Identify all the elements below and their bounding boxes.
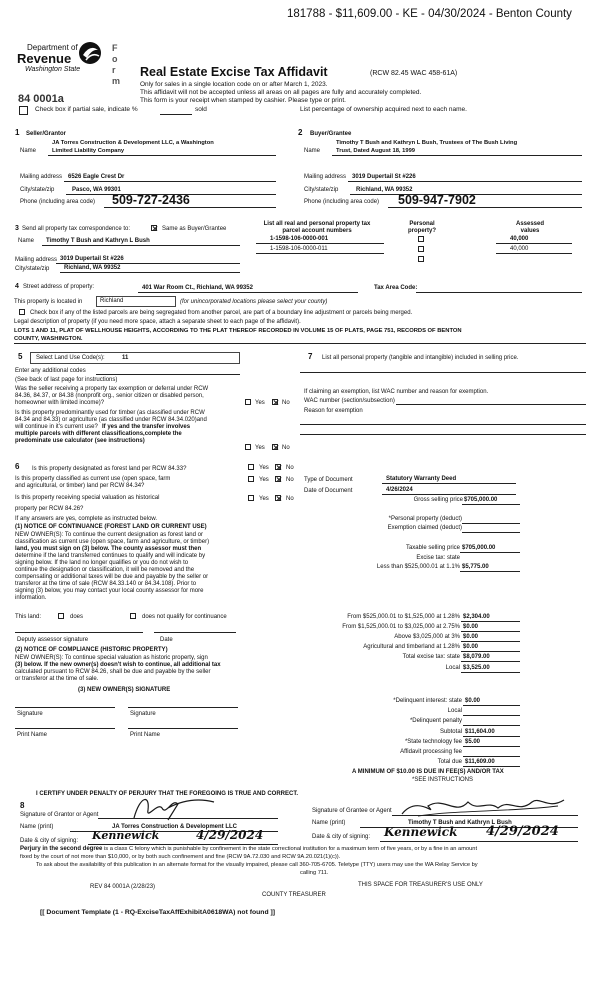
compliance-line: (3) below. If the new owner(s) doesn't wish to continue, all additional tax: [15, 662, 221, 668]
s3-mail: 3019 Dupertail St #226: [60, 256, 124, 262]
tech-fee-label: *State technology fee: [404, 739, 462, 745]
owner-sig-line-2: [128, 707, 238, 708]
deputy-date-line: [154, 632, 236, 633]
buyer-mail-line: [348, 181, 582, 182]
grantor-sig-label: Signature of Grantor or Agent: [20, 812, 99, 818]
alt-format-line-1: To ask about the availability of this publication in an alternate format for the visually impaired, please call 360-705-6705. Teletype (TTY) users may use the WA Relay Service by: [36, 862, 478, 868]
total-due-line: [463, 766, 520, 767]
forest-question: Is this property designated as forest land per RCW 84.33?: [32, 466, 187, 472]
subtotal-line: [463, 736, 520, 737]
tier2-value: $2,304.00: [463, 614, 490, 620]
legal-line-2: COUNTY, WASHINGTON.: [14, 336, 83, 342]
grantee-city-hand: Kennewick: [384, 825, 458, 839]
compliance-line: NEW OWNER(S): To continue special valuation as historic property, sign: [15, 655, 208, 661]
additional-codes-label: Enter any additional codes: [15, 368, 86, 374]
grantee-name: Timothy T Bush and Kathryn L Bush: [408, 820, 512, 826]
seller-mail: 6526 Eagle Crest Dr: [68, 174, 125, 180]
q2-bold-2: multiple parcels with different classifications,complete the: [15, 431, 182, 437]
historic-yes-checkbox[interactable]: [248, 495, 254, 501]
ag-value: $0.00: [463, 644, 479, 650]
continuance-line: NEW OWNER(S): To continue the current designation as forest land or: [15, 532, 203, 538]
land-use-label: Select Land Use Code(s):: [36, 355, 105, 361]
does-not-label: does not qualify for continuance: [142, 614, 227, 620]
total-due-label: Total due: [437, 759, 462, 765]
minimum-note: A MINIMUM OF $10.00 IS DUE IN FEE(S) AND/OR TAX: [352, 769, 504, 775]
total-state-value: $8,079.00: [463, 654, 490, 660]
dept-line1: Department of: [27, 43, 78, 52]
exemption-deduct-line: [462, 532, 520, 533]
list-pct-label: List percentage of ownership acquired next to each name.: [300, 106, 467, 113]
parcel-number: 1-1598-106-0000-001: [270, 236, 329, 242]
current-use-line-2: and agricultural, or timber) land per RCW 84.34?: [15, 483, 145, 489]
grantor-name: JA Torres Construction & Development LLC: [112, 824, 238, 830]
additional-codes-line: [96, 374, 240, 375]
buyer-name-line: [332, 155, 582, 156]
city-value: Richland: [100, 298, 124, 304]
continuance-line: determine if the land transferred continues to qualify and will indicate by: [15, 553, 206, 559]
grantor-name-label: Name (print): [20, 824, 54, 830]
personal-list-line: [300, 372, 586, 373]
section-7-num: 7: [308, 352, 313, 361]
sold-label: sold: [195, 106, 207, 113]
reason-label: Reason for exemption: [304, 408, 363, 414]
q2-bold-3: predominate use calculator (see instructions): [15, 438, 145, 444]
reason-line-1: [300, 424, 586, 425]
personal-checkbox[interactable]: [418, 236, 424, 242]
compliance-line: calculated pursuant to RCW 84.26, shall be due and payable by the seller: [15, 669, 211, 675]
local-label: Local: [445, 665, 460, 671]
deputy-sig-line: [15, 632, 143, 633]
delinq-state-value: $0.00: [465, 698, 481, 704]
section-2-num: 2: [298, 128, 303, 137]
personal-deduct-label: *Personal property (deduct): [388, 516, 462, 522]
seller-name-1: JA Torres Construction & Development LLC, a Washington: [52, 140, 214, 146]
county-treasurer: COUNTY TREASURER: [262, 892, 326, 898]
land-use-code: 11: [122, 355, 129, 361]
historic-line-2: property per RCW 84.26?: [15, 506, 84, 512]
tech-fee-value: $5.00: [465, 739, 481, 745]
grantee-name-label: Name (print): [312, 820, 346, 826]
assessed-line: [496, 243, 572, 244]
continuance-line: land, you must sign on (3) below. The county assessor must then: [15, 546, 202, 552]
delinq-state-line: [463, 705, 520, 706]
tier3-line: [461, 631, 520, 632]
s3-city-label: City/state/zip: [15, 266, 50, 272]
tier1-label: Less than $525,000.01 at 1.1%: [376, 564, 460, 570]
delinq-local-line: [463, 715, 520, 716]
continuance-line: continue the designation or classification, it will be removed and the: [15, 567, 195, 573]
assessed-header-1: Assessed: [515, 221, 545, 227]
q1-line-3: homeowner with limited income)?: [15, 400, 105, 406]
tier2-line: [461, 621, 520, 622]
new-owner-sig-title: (3) NEW OWNER(S) SIGNATURE: [78, 687, 171, 693]
tier2-label: From $525,000.01 to $1,525,000 at 1.28%: [347, 614, 460, 620]
parcel-number: 1-1598-106-0000-011: [270, 246, 328, 252]
grantee-date-line: [380, 841, 578, 842]
same-as-buyer-label: Same as Buyer/Grantee: [162, 226, 227, 232]
compliance-title: (2) NOTICE OF COMPLIANCE (HISTORIC PROPERTY): [15, 647, 168, 653]
gross-value: $705,000.00: [464, 497, 498, 503]
grantee-date-city-label: Date & city of signing:: [312, 834, 371, 840]
s3-mail-line: [56, 263, 240, 264]
perjury-rest: is a class C felony which is punishable by confinement in the state correctional institution for a maximum term of five years, or by a fine in an amount: [104, 846, 478, 852]
tier3-label: From $1,525,000.01 to $3,025,000 at 2.75%: [342, 624, 460, 630]
continuance-line: signing (3) below, you may contact your local county assessor for more: [15, 588, 204, 594]
certify-text: I CERTIFY UNDER PENALTY OF PERJURY THAT THE FOREGOING IS TRUE AND CORRECT.: [36, 791, 299, 797]
q1-line-2: 84.36, 84.37, or 84.38 (nonprofit org., senior citizen or disabled person,: [15, 393, 204, 399]
unincorporated-note: (for unincorporated locations please select your county): [180, 299, 328, 305]
owner-sig-line-1: [15, 707, 115, 708]
seller-name-2: Limited Liability Company: [52, 148, 125, 154]
parcel-header-2: parcel account numbers: [282, 228, 352, 234]
parcel-line: [256, 253, 384, 254]
s3-name-line: [42, 245, 240, 246]
continuance-line: information.: [15, 595, 47, 601]
q2-yes-checkbox[interactable]: [245, 444, 251, 450]
template-missing-note: [[ Document Template (1 - RQ-ExciseTaxAffExhibitA0618WA) not found ]]: [40, 909, 276, 916]
see-back-note: (See back of last page for instructions): [15, 377, 118, 383]
partial-sale-checkbox[interactable]: [19, 106, 28, 115]
form-letter-m: m: [112, 76, 121, 86]
forest-no-checkbox[interactable]: [275, 464, 281, 470]
s3-city-line: [60, 272, 240, 273]
taxable-value: $705,000.00: [462, 545, 496, 551]
forest-yes-checkbox[interactable]: [248, 464, 254, 470]
perjury-bold: Perjury in the second degree: [20, 846, 103, 852]
parcel-line: [256, 243, 384, 244]
partial-sale-label: Check box if partial sale, indicate %: [35, 106, 138, 113]
buyer-label: Buyer/Grantee: [310, 131, 352, 137]
seller-mail-label: Mailing address: [20, 174, 63, 180]
buyer-phone-label: Phone (including area code): [304, 199, 380, 205]
current-use-yes-checkbox[interactable]: [248, 476, 254, 482]
q2-bold-1: If yes and the transfer involves: [102, 424, 191, 430]
owner-print-label: Print Name: [130, 732, 161, 738]
street-address: 401 War Room Ct., Richland, WA 99352: [142, 285, 253, 291]
does-label: does: [70, 614, 84, 620]
tech-fee-line: [463, 746, 520, 747]
form-title: Real Estate Excise Tax Affidavit: [140, 65, 328, 79]
street-line: [138, 292, 358, 293]
penalty-line: [463, 725, 520, 726]
tax-area-label: Tax Area Code:: [374, 285, 418, 291]
parcel-header-1: List all real and personal property tax: [263, 221, 371, 227]
grantor-date-line: [88, 844, 278, 845]
seller-name-label: Name: [20, 148, 37, 154]
delinq-state-label: *Delinquent interest: state: [393, 698, 462, 704]
q1-no-label: No: [282, 400, 290, 406]
doc-type-label: Type of Document: [304, 477, 353, 483]
q2-line-3: will continue in it's current use?: [15, 424, 98, 430]
continuance-title: (1) NOTICE OF CONTINUANCE (FOREST LAND OR CURRENT USE): [15, 524, 207, 530]
grantor-city-hand: Kennewick: [92, 829, 160, 842]
section-3-num: 3: [15, 225, 19, 232]
owner-signature-label: Signature: [17, 711, 43, 717]
doc-type: Statutory Warranty Deed: [386, 476, 457, 482]
taxable-line: [460, 552, 520, 553]
grantor-date-hand: 4/29/2024: [196, 828, 264, 842]
if-yes-note: If any answers are yes, complete as instructed below.: [15, 516, 158, 522]
dept-line2: Revenue: [17, 51, 72, 66]
buyer-phone-line: [388, 207, 582, 208]
seller-phone-line: [104, 207, 276, 208]
note-2: This affidavit will not be accepted unless all areas on all pages are fully and accurately completed.: [140, 89, 422, 96]
personal-checkbox[interactable]: [418, 256, 424, 262]
current-use-no-label: No: [286, 477, 294, 483]
section-8-num: 8: [20, 801, 25, 810]
tier4-line: [461, 641, 520, 642]
exemption-label: If claiming an exemption, list WAC number and reason for exemption.: [304, 389, 489, 395]
doc-date-label: Date of Document: [304, 488, 353, 494]
deputy-label: Deputy assessor signature: [17, 637, 89, 643]
grantor-signature-icon: [128, 790, 218, 824]
section-3-label: Send all property tax correspondence to:: [22, 226, 131, 232]
buyer-name-label: Name: [304, 148, 321, 154]
seller-city: Pasco, WA 99301: [72, 187, 121, 193]
historic-no-label: No: [286, 496, 294, 502]
form-number: 84 0001a: [18, 93, 64, 105]
tier3-value: $0.00: [463, 624, 479, 630]
located-in-label: This property is located in: [14, 299, 83, 305]
seller-mail-line: [64, 181, 276, 182]
form-letter-f: F: [112, 43, 118, 53]
dor-logo-icon: [78, 40, 102, 66]
does-not-checkbox[interactable]: [130, 613, 136, 619]
assessed-header-2: values: [520, 228, 540, 234]
buyer-name-2: Trust, Dated August 18, 1999: [336, 148, 416, 154]
gross-line: [462, 504, 520, 505]
treasurer-space: THIS SPACE FOR TREASURER'S USE ONLY: [358, 882, 483, 888]
wac-label: WAC number (section/subsection): [304, 398, 395, 404]
tax-area-line: [416, 292, 582, 293]
ag-line: [461, 651, 520, 652]
grantee-signature-icon: [398, 792, 568, 822]
excise-state-label: Excise tax: state: [416, 555, 460, 561]
q1-line-1: Was the seller receiving a property tax exemption or deferral under RCW: [15, 386, 209, 392]
current-use-yes-label: Yes: [259, 477, 269, 483]
buyer-name-1: Timothy T Bush and Kathryn L Bush, Trustees of The Bush Living: [336, 140, 518, 146]
section-5-num: 5: [18, 352, 23, 361]
taxable-label: Taxable selling price: [405, 545, 460, 551]
exemption-deduct-label: Exemption claimed (deduct): [387, 525, 462, 531]
tier4-value: $0.00: [463, 634, 479, 640]
same-as-buyer-checkbox[interactable]: [151, 225, 157, 231]
tier1-value: $5,775.00: [462, 564, 489, 570]
continuance-line: compensating or additional taxes will be due and payable by the seller or: [15, 574, 209, 580]
q2-line-1: Is this property predominantly used for timber (as classified under RCW: [15, 410, 205, 416]
recording-stamp: 181788 - $11,609.00 - KE - 04/30/2024 - Benton County: [287, 8, 572, 20]
s3-name-label: Name: [18, 238, 35, 244]
historic-line-1: Is this property receiving special valuation as historical: [15, 495, 160, 501]
buyer-mail: 3019 Dupertail St #226: [352, 174, 416, 180]
historic-yes-label: Yes: [259, 496, 269, 502]
legal-line-1: LOTS 1 AND 11, PLAT OF WELLHOUSE HEIGHTS, ACCORDING TO THE PLAT THEREOF RECORDED IN VOLUME 15 OF PLATS, PAGE 751, RECORDS OF BENTON: [14, 328, 462, 334]
this-land-label: This land:: [15, 614, 42, 620]
forest-no-label: No: [286, 465, 294, 471]
tier4-label: Above $3,025,000 at 3%: [394, 634, 460, 640]
perjury-line-2: fixed by the court of not more than $10,000, or by both such confinement and fine (RCW 9A.72.030 and RCW 9A.20.021(1)(c)).: [20, 854, 341, 860]
forest-yes-label: Yes: [259, 465, 269, 471]
q1-yes-label: Yes: [255, 400, 265, 406]
street-address-label: Street address of property:: [23, 284, 95, 290]
personal-list-label: List all personal property (tangible and intangible) included in selling price.: [322, 355, 519, 361]
section-6-num: 6: [15, 462, 20, 471]
q2-no-checkbox[interactable]: [272, 444, 278, 450]
assessed-value: 40,000: [510, 236, 529, 242]
grantee-sig-label: Signature of Grantee or Agent: [312, 808, 392, 814]
s3-mail-label: Mailing address: [15, 257, 58, 263]
grantor-date-city-label: Date & city of signing:: [20, 838, 79, 844]
seller-phone: 509-727-2436: [112, 193, 190, 207]
affidavit-fee-line: [463, 756, 520, 757]
ag-label: Agricultural and timberland at 1.28%: [363, 644, 460, 650]
s3-city: Richland, WA 99352: [64, 265, 121, 271]
personal-header-1: Personal: [409, 221, 435, 227]
current-use-line-1: Is this property classified as current use (open space, farm: [15, 476, 171, 482]
local-line: [461, 672, 520, 673]
buyer-mail-label: Mailing address: [304, 174, 347, 180]
segregated-checkbox[interactable]: [19, 309, 25, 315]
doc-type-line: [382, 483, 516, 484]
local-value: $3,525.00: [463, 665, 490, 671]
section-1-num: 1: [15, 128, 20, 137]
assessed-value: 40,000: [510, 246, 529, 252]
subtotal-label: Subtotal: [439, 729, 462, 735]
total-state-label: Total excise tax: state: [402, 654, 460, 660]
q1-yes-checkbox[interactable]: [245, 399, 251, 405]
q2-no-label: No: [282, 445, 290, 451]
personal-header-2: property?: [407, 228, 436, 234]
rev-label: REV 84 0001A (2/28/23): [90, 884, 156, 890]
form-letter-r: r: [112, 65, 116, 75]
rcw-ref: (RCW 82.45 WAC 458-61A): [370, 70, 458, 77]
see-instructions-note: *SEE INSTRUCTIONS: [412, 777, 474, 783]
buyer-phone: 509-947-7902: [398, 193, 476, 207]
grantee-date-hand: 4/29/2024: [486, 824, 559, 839]
s3-name: Timothy T Bush and Kathryn L Bush: [46, 238, 150, 244]
continuance-line: transferor at the time of sale (RCW 84.33.140 or 84.34.108). Prior to: [15, 581, 197, 587]
historic-no-checkbox[interactable]: [275, 495, 281, 501]
section-4-num: 4: [15, 283, 19, 290]
does-checkbox[interactable]: [58, 613, 64, 619]
subtotal-value: $11,604.00: [465, 729, 495, 735]
doc-date: 4/26/2024: [386, 487, 413, 493]
partial-pct-line: [160, 114, 192, 115]
personal-deduct-line: [462, 523, 520, 524]
reason-line-2: [300, 434, 586, 435]
penalty-label: *Delinquent penalty: [409, 718, 462, 724]
owner-signature-label: Signature: [130, 711, 156, 717]
q2-yes-label: Yes: [255, 445, 265, 451]
seller-city-label: City/state/zip: [20, 187, 55, 193]
deputy-date-label: Date: [160, 637, 173, 643]
continuance-line: signing below. If the land no longer qualifies or you do not wish to: [15, 560, 189, 566]
owner-print-line-2: [128, 728, 238, 729]
legal-line: [14, 343, 586, 344]
doc-date-line: [382, 494, 516, 495]
total-due-value: $11,609.00: [465, 759, 495, 765]
seller-name-line: [48, 155, 276, 156]
total-state-line: [461, 661, 520, 662]
buyer-city: Richland, WA 99352: [356, 187, 413, 193]
assessed-line: [496, 253, 572, 254]
segregated-label: Check box if any of the listed parcels are being segregated from another parcel, are part of a boundary line adjustment or parcels being merged.: [30, 310, 413, 316]
personal-checkbox[interactable]: [418, 246, 424, 252]
delinq-local-label: Local: [447, 708, 462, 714]
form-letter-o: o: [112, 54, 118, 64]
alt-format-line-2: calling 711.: [300, 870, 329, 876]
affidavit-fee-label: Affidavit processing fee: [400, 749, 462, 755]
gross-label: Gross selling price: [413, 497, 463, 503]
current-use-no-checkbox[interactable]: [275, 476, 281, 482]
note-3: This form is your receipt when stamped by cashier. Please type or print.: [140, 97, 346, 104]
tier1-line: [460, 571, 520, 572]
note-1: Only for sales in a single location code on or after March 1, 2023.: [140, 81, 328, 88]
seller-label: Seller/Grantor: [26, 131, 67, 137]
dept-line3: Washington State: [25, 66, 81, 73]
wac-line: [396, 404, 586, 405]
compliance-line: or transferor at the time of sale.: [15, 676, 99, 682]
seller-phone-label: Phone (including area code): [20, 199, 96, 205]
owner-print-line-1: [15, 728, 115, 729]
q1-no-checkbox[interactable]: [272, 399, 278, 405]
legal-label: Legal description of property (if you need more space, attach a separate sheet to each page of the affidavit).: [14, 319, 301, 325]
buyer-city-label: City/state/zip: [304, 187, 339, 193]
continuance-line: classification as current use (open space, farm and agriculture, or timber): [15, 539, 210, 545]
owner-print-label: Print Name: [17, 732, 48, 738]
q2-line-2: 84.34 and 84.33) or agriculture (as classified under RCW 84.34.020)and: [15, 417, 207, 423]
